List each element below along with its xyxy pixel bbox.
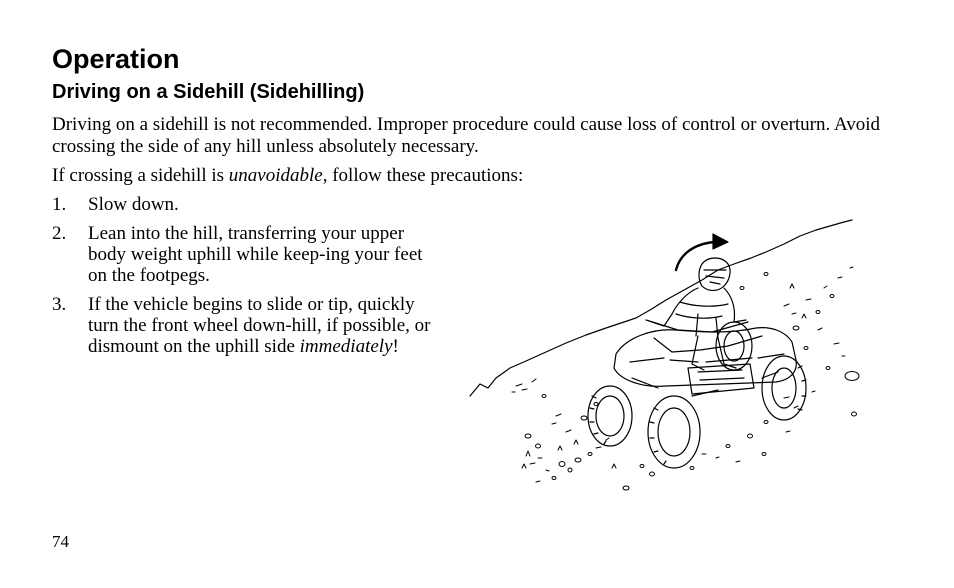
step-number: 1. [52,194,67,215]
step-text-emphasis: immediately [299,336,393,357]
atv-body [614,328,796,387]
intro-paragraph: Driving on a sidehill is not recommended. Improper procedure could cause loss of control or overturn. Avoid crossing the side of any hill unless absolutely necessary. [52,114,881,157]
step-3 [52,294,432,357]
step-text-prefix: If the vehicle begins to slide or tip, quickly turn the front wheel down-hill, if possible, or dismount on the uphill side [88,294,431,357]
precautions-intro [52,165,912,187]
atv-sidehill-rider-icon [466,218,886,498]
atv-and-rider [588,258,806,468]
precautions-list [52,194,432,365]
rider-body [664,288,735,326]
precautions-suffix: , follow these precautions: [322,165,524,186]
atv-wheel [716,322,752,370]
subsection-title: Driving on a Sidehill (Sidehilling) [52,81,365,103]
atv-wheel [588,386,632,446]
step-text-suffix: ! [392,336,399,357]
rider-helmet [699,258,730,291]
step-text: Lean into the hill, transferring your upper body weight uphill while keep-ing your feet on the footpegs. [88,223,423,286]
page-number: 74 [52,532,69,551]
terrain-rocks [512,267,859,490]
precautions-emphasis: unavoidable [228,165,323,186]
step-text: Slow down. [88,194,179,215]
step-number: 3. [52,294,67,315]
step-2 [52,223,432,286]
atv-wheel [648,396,700,468]
atv-wheel [762,356,806,420]
section-title: Operation [52,44,180,74]
precautions-prefix: If crossing a sidehill is [52,165,229,186]
step-text [88,294,430,357]
step-1 [52,194,432,215]
step-number: 2. [52,223,67,244]
